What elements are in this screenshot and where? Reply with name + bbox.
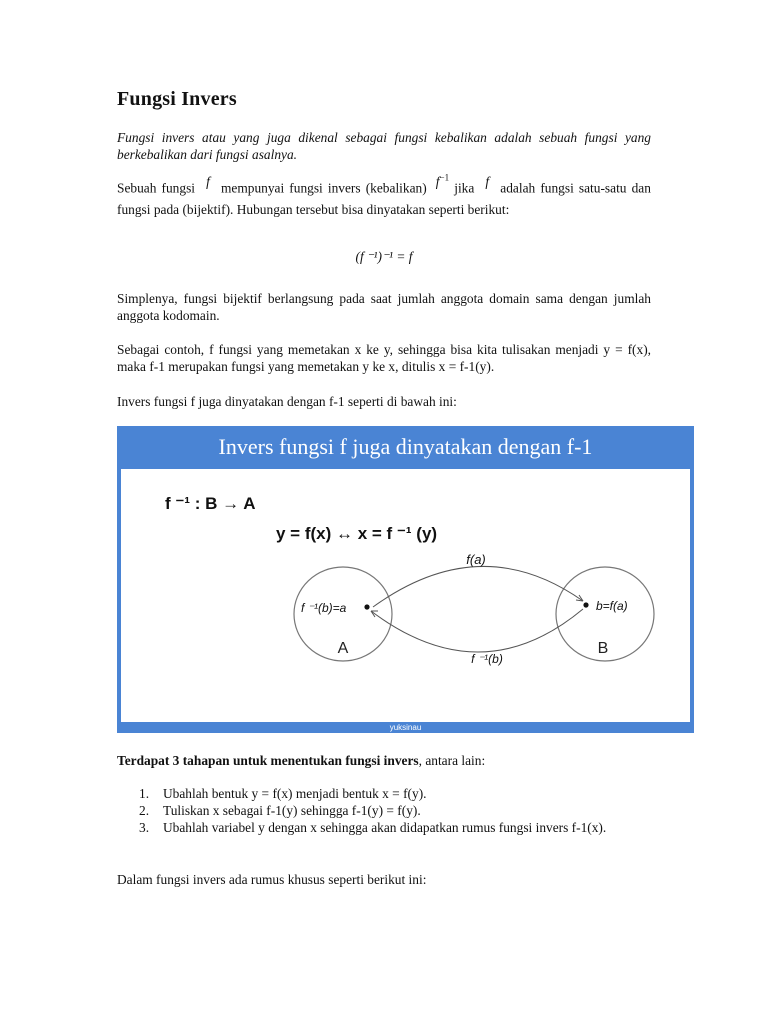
list-item [117, 802, 651, 819]
right-point-label: b=f(a) [596, 599, 628, 613]
point-b [583, 602, 588, 607]
set-b-label: B [597, 640, 609, 657]
math-f-2: f [485, 174, 490, 190]
step-number: 2. [139, 803, 150, 818]
inverse-equivalence: y = f(x) ↔ x = f ⁻¹ (y) [276, 524, 438, 543]
inverse-figure [117, 426, 694, 733]
closing-paragraph: Dalam fungsi invers ada rumus khusus seperti berikut ini: [117, 872, 427, 887]
steps-intro-rest: , antara lain: [418, 753, 486, 768]
intro-paragraph: Fungsi invers atau yang juga dikenal sebagai fungsi kebalikan adalah sebuah fungsi yang berkebalikan dari fungsi asalnya. [117, 130, 651, 162]
set-a-label: A [337, 640, 349, 657]
math-f: f [206, 174, 210, 190]
step-text: Ubahlah bentuk y = f(x) menjadi bentuk x = f(y). [163, 786, 427, 801]
figure-title: Invers fungsi f juga dinyatakan dengan f-1 [218, 434, 593, 459]
step-number: 3. [139, 820, 150, 835]
step-number: 1. [139, 786, 150, 801]
list-item [117, 785, 651, 802]
bottom-arrow-label: f ⁻¹(b) [471, 652, 503, 666]
steps-intro [117, 752, 651, 769]
definition-text-a: Sebuah fungsi [117, 180, 196, 196]
bijective-paragraph: Simplenya, fungsi bijektif berlangsung pada saat jumlah anggota domain sama dengan jumlah anggota kodomain. [117, 291, 651, 323]
backward-arrow [371, 609, 583, 652]
steps-list [117, 785, 651, 836]
point-a [364, 604, 369, 609]
definition-text-b: mempunyai fungsi invers (kebalikan) [220, 180, 427, 196]
example-paragraph: Sebagai contoh, f fungsi yang memetakan x ke y, sehingga bisa kita tulisakan menjadi y = f(x), maka f-1 merupakan fungsi yang memetakan y ke x, ditulis x = f-1(y). [117, 342, 651, 374]
brand-watermark: yuksinau [389, 723, 422, 732]
inverse-formula: (f ⁻¹)⁻¹ = f [355, 249, 413, 264]
list-item [117, 819, 651, 836]
forward-arrow [373, 566, 583, 607]
figure-canvas [121, 469, 690, 722]
steps-intro-bold: Terdapat 3 tahapan untuk menentukan fungsi invers [117, 753, 419, 768]
left-point-label: f ⁻¹(b)=a [301, 601, 347, 615]
definition-paragraph [117, 173, 651, 221]
top-arrow-label: f(a) [466, 552, 486, 567]
mapping-diagram [121, 469, 690, 722]
definition-text-c: jika [454, 180, 475, 196]
step-text: Ubahlah variabel y dengan x sehingga akan didapatkan rumus fungsi invers f-1(x). [163, 820, 607, 835]
page-title: Fungsi Invers [117, 88, 237, 110]
inverse-mapping-notation: f ⁻¹ : B → A [165, 494, 256, 513]
math-f-inverse: $f^{-1}$ [435, 173, 450, 190]
definition-text-d: adalah fungsi satu-satu dan fungsi pada (bijektif). Hubungan tersebut bisa dinyatakan seperti berikut: [117, 180, 651, 218]
figure-intro-paragraph: Invers fungsi f juga dinyatakan dengan f-1 seperti di bawah ini: [117, 394, 457, 409]
step-text: Tuliskan x sebagai f-1(y) sehingga f-1(y) = f(y). [163, 803, 421, 818]
